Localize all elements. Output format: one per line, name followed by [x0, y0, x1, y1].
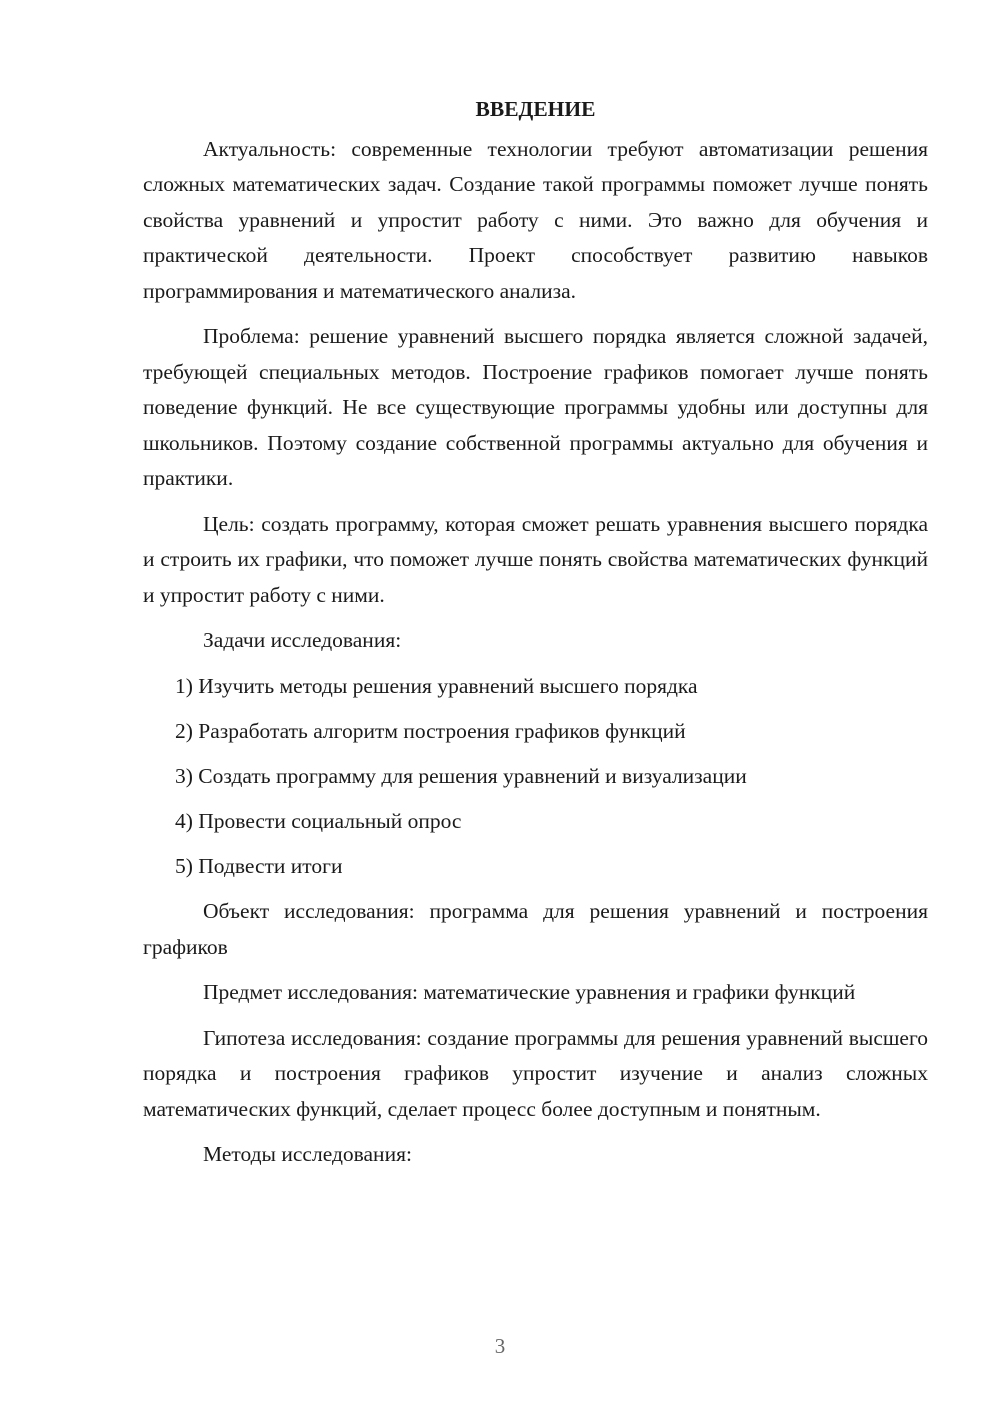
goal-paragraph: Цель: создать программу, которая сможет решать уравнения высшего порядка и строить их графики, что поможет лучше понять свойства математических функций и упростит работу с ними. [143, 511, 928, 607]
hypothesis-paragraph: Гипотеза исследования: создание программы для решения уравнений высшего порядка и построения графиков упростит изучение и анализ сложных математических функций, сделает процесс более доступным и понятным. [143, 1025, 928, 1121]
subject-paragraph: Предмет исследования: математические уравнения и графики функций [203, 980, 856, 1004]
methods-heading: Методы исследования: [203, 1142, 412, 1166]
list-item: 5) Подвести итоги [175, 853, 343, 878]
problem-paragraph: Проблема: решение уравнений высшего порядка является сложной задачей, требующей специальных методов. Построение графиков помогает лучше понять поведение функций. Не все существующие программы удобны или доступны для школьников. Поэтому создание собственной программы актуально для обучения и практики. [143, 324, 928, 490]
list-item: 1) Изучить методы решения уравнений высшего порядка [175, 673, 698, 698]
tasks-heading: Задачи исследования: [203, 628, 402, 652]
list-item: 2) Разработать алгоритм построения графиков функций [175, 718, 686, 743]
section-title: ВВЕДЕНИЕ [475, 97, 596, 121]
tasks-list [143, 669, 928, 885]
list-item: 4) Провести социальный опрос [175, 808, 462, 833]
relevance-paragraph: Актуальность: современные технологии требуют автоматизации решения сложных математических задач. Создание такой программы поможет лучше понять свойства уравнений и упростит работу с ними. Это важно для обучения и практической деятельности. Проект способствует развитию навыков программирования и математического анализа. [143, 136, 928, 303]
page-number: 3 [494, 1334, 506, 1358]
list-item: 3) Создать программу для решения уравнений и визуализации [175, 763, 747, 788]
document-page [143, 92, 928, 1183]
object-paragraph: Объект исследования: программа для решения уравнений и построения графиков [143, 899, 928, 959]
